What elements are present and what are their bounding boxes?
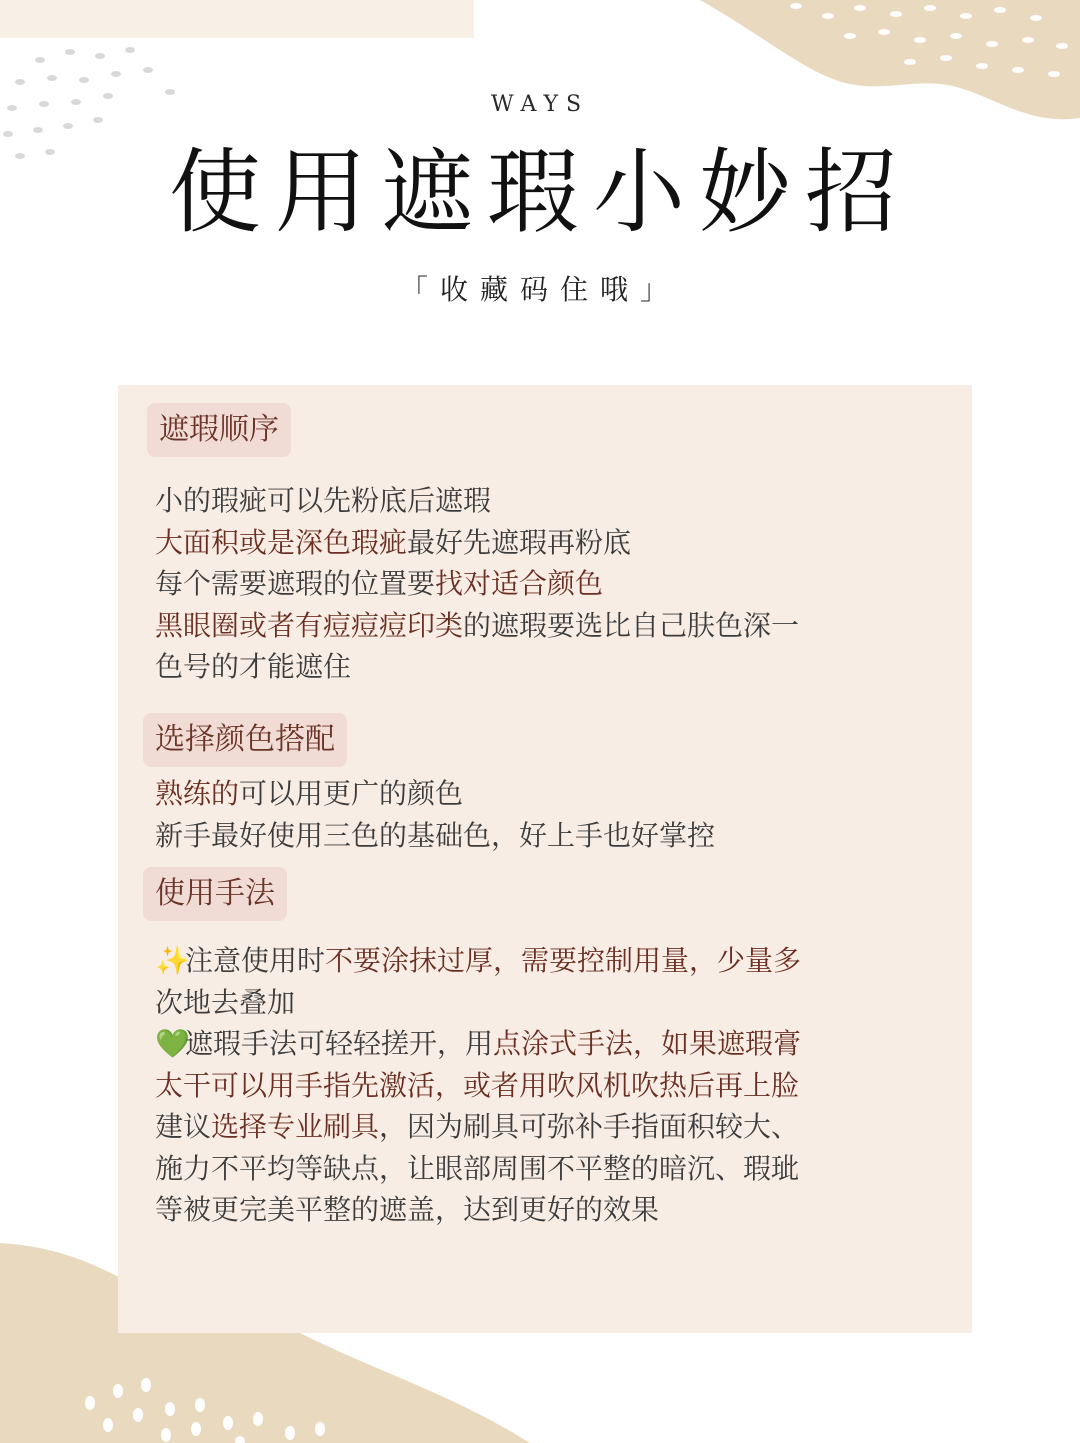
highlight-span: 熟练的 <box>155 777 240 810</box>
text-line <box>155 646 915 688</box>
text-line <box>155 1148 915 1190</box>
text-span: 次地去叠加 <box>155 985 296 1019</box>
text-span: 建议 <box>155 1110 212 1143</box>
highlight-span: 找对适合颜色 <box>435 567 604 600</box>
text-line <box>155 480 915 522</box>
text-line <box>155 940 915 982</box>
text-line <box>155 1023 915 1065</box>
highlight-span: 黑眼圈或者有痘痘痘印类 <box>155 608 464 642</box>
text-line <box>155 563 915 605</box>
text-span: 新手最好使用三色的基础色，好上手也好掌控 <box>155 818 716 852</box>
text-span: 遮瑕手法可轻轻搓开，用 <box>185 1027 494 1060</box>
green-heart-icon: 💚 <box>155 1027 190 1060</box>
text-span: ，因为刷具可弥补手指面积较大、 <box>379 1110 800 1143</box>
kicker-text: WAYS <box>490 92 590 117</box>
highlight-span: 太干可以用手指先激活，或者用吹风机吹热后再上脸 <box>155 1068 800 1102</box>
section-body-technique <box>155 940 915 1231</box>
section-body-concealer-order <box>155 480 915 688</box>
text-line <box>155 1106 915 1148</box>
sparkles-icon: ✨ <box>155 944 190 977</box>
highlight-span: 不要涂抹过厚，需要控制用量，少量多 <box>325 944 802 977</box>
highlight-span: 选择专业刷具 <box>211 1110 380 1143</box>
section-tag-color-matching: 选择颜色搭配 <box>143 713 347 767</box>
text-span: 可以用更广的颜色 <box>239 777 464 810</box>
text-line <box>155 982 915 1024</box>
text-span: 注意使用时 <box>185 944 326 977</box>
text-span: 小的瑕疵可以先粉底后遮瑕 <box>155 484 492 517</box>
text-span: 等被更完美平整的遮盖，达到更好的效果 <box>155 1193 660 1226</box>
text-span: 施力不平均等缺点，让眼部周围不平整的暗沉、瑕玼 <box>155 1151 800 1185</box>
text-line <box>155 1189 915 1231</box>
highlight-span: 大面积或是深色瑕疵 <box>155 525 408 559</box>
text-line <box>155 605 915 647</box>
text-span: 色号的才能遮住 <box>155 650 352 683</box>
text-span: 最好先遮瑕再粉底 <box>407 525 632 559</box>
page-title: 使用遮瑕小妙招 <box>168 139 911 246</box>
section-body-color-matching <box>155 773 915 856</box>
text-line <box>155 1065 915 1107</box>
section-tag-concealer-order: 遮瑕顺序 <box>147 403 291 457</box>
highlight-span: 点涂式手法，如果遮瑕膏 <box>493 1027 802 1060</box>
text-line <box>155 522 915 564</box>
text-span: 每个需要遮瑕的位置要 <box>155 567 436 600</box>
section-tag-technique: 使用手法 <box>143 867 287 921</box>
page-subtitle: 「收藏码住哦」 <box>399 273 680 306</box>
text-span: 的遮瑕要选比自己肤色深一 <box>463 608 800 642</box>
text-line <box>155 815 915 857</box>
text-line <box>155 773 915 815</box>
